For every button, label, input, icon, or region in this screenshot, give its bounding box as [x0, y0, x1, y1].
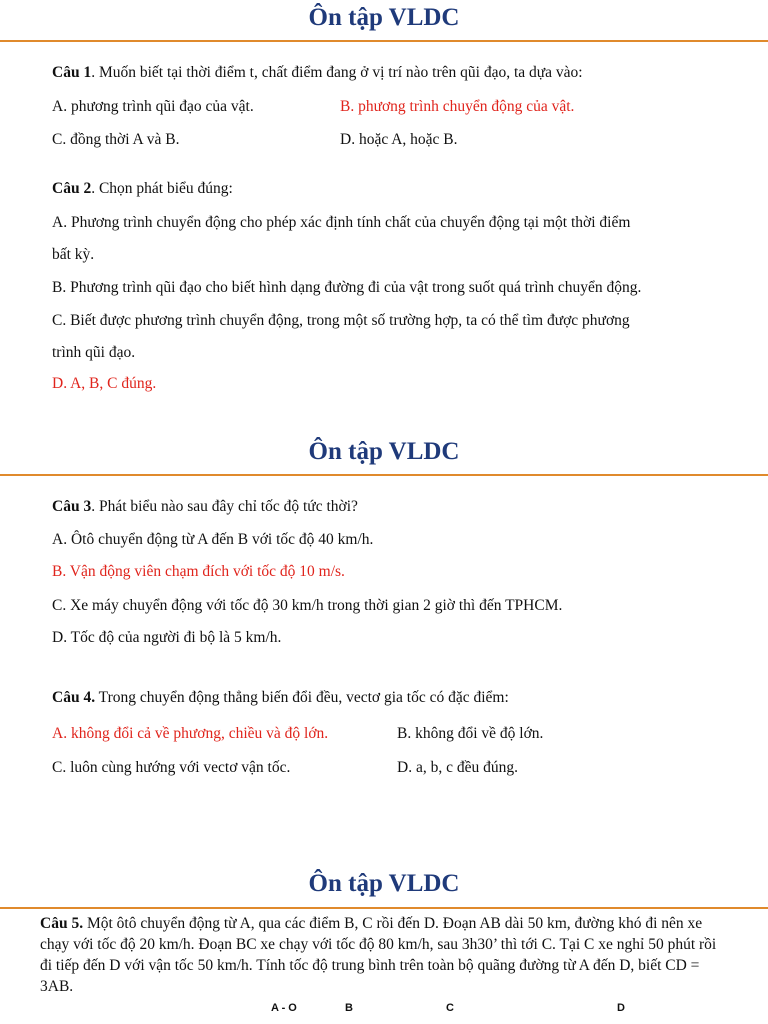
question-4-option-b: B. không đổi về độ lớn. [397, 725, 544, 742]
question-4-label: Câu 4. [52, 689, 96, 706]
question-1 [52, 63, 583, 83]
question-2-option-d: D. A, B, C đúng. [52, 375, 157, 392]
question-5 [40, 913, 730, 997]
section-title-2: Ôn tập VLDC [308, 438, 460, 465]
question-1-option-d: D. hoặc A, hoặc B. [340, 131, 458, 148]
question-1-option-b: B. phương trình chuyển động của vật. [340, 98, 575, 115]
question-3-label: Câu 3 [52, 498, 92, 515]
question-3-option-c: C. Xe máy chuyển động với tốc độ 30 km/h trong thời gian 2 giờ thì đến TPHCM. [52, 597, 563, 614]
question-2-option-a-line2: bất kỳ. [52, 246, 95, 263]
question-5-text: Một ôtô chuyển động từ A, qua các điểm B, C rồi đến D. Đoạn AB dài 50 km, đường khó đi nên xe chạy với tốc độ 20 km/h. Đoạn BC xe chạy với tốc độ 80 km/h, sau 3h30’ thì tới C. Tại C xe nghỉ 50 phút rồi đi tiếp đến D với vận tốc 50 km/h. Tính tốc độ trung bình trên toàn bộ quãng đường từ A đến D, biết CD = 3AB. [40, 915, 717, 995]
section-title-3: Ôn tập VLDC [308, 870, 460, 897]
question-4 [52, 688, 509, 708]
question-1-option-c: C. đồng thời A và B. [52, 131, 180, 148]
question-3-text: . Phát biểu nào sau đây chỉ tốc độ tức thời? [91, 498, 358, 515]
question-1-text: . Muốn biết tại thời điểm t, chất điểm đang ở vị trí nào trên qũi đạo, ta dựa vào: [91, 64, 583, 81]
section-divider-3 [0, 907, 768, 909]
section-title-1: Ôn tập VLDC [308, 4, 460, 31]
section-divider-2 [0, 474, 768, 476]
question-2-option-b: B. Phương trình qũi đạo cho biết hình dạng đường đi của vật trong suốt quá trình chuyển động. [52, 279, 642, 296]
question-5-label: Câu 5. [40, 915, 84, 932]
question-2-option-c-line2: trình qũi đạo. [52, 344, 136, 361]
question-4-text: Trong chuyển động thẳng biến đổi đều, vectơ gia tốc có đặc điểm: [95, 689, 509, 706]
question-3-option-a: A. Ôtô chuyển động từ A đến B với tốc độ 40 km/h. [52, 531, 374, 548]
point-label-ao: A - O [271, 1002, 297, 1014]
question-3 [52, 497, 358, 517]
question-4-option-c: C. luôn cùng hướng với vectơ vận tốc. [52, 759, 291, 776]
point-label-b: B [345, 1002, 353, 1014]
point-label-d: D [617, 1002, 625, 1014]
question-1-option-a: A. phương trình qũi đạo của vật. [52, 98, 254, 115]
question-1-label: Câu 1 [52, 64, 92, 81]
question-2-label: Câu 2 [52, 180, 92, 197]
point-label-c: C [446, 1002, 454, 1014]
question-2-option-c-line1: C. Biết được phương trình chuyển động, trong một số trường hợp, ta có thể tìm được phương [52, 312, 630, 329]
question-4-option-a: A. không đổi cả về phương, chiều và độ lớn. [52, 725, 329, 742]
question-2-text: . Chọn phát biểu đúng: [91, 180, 233, 197]
question-3-option-d: D. Tốc độ của người đi bộ là 5 km/h. [52, 629, 282, 646]
question-2-option-a-line1: A. Phương trình chuyển động cho phép xác định tính chất của chuyển động tại một thời điểm [52, 214, 631, 231]
question-3-option-b: B. Vận động viên chạm đích với tốc độ 10 m/s. [52, 563, 345, 580]
question-4-option-d: D. a, b, c đều đúng. [397, 759, 518, 776]
question-2 [52, 179, 233, 199]
section-divider-1 [0, 40, 768, 42]
